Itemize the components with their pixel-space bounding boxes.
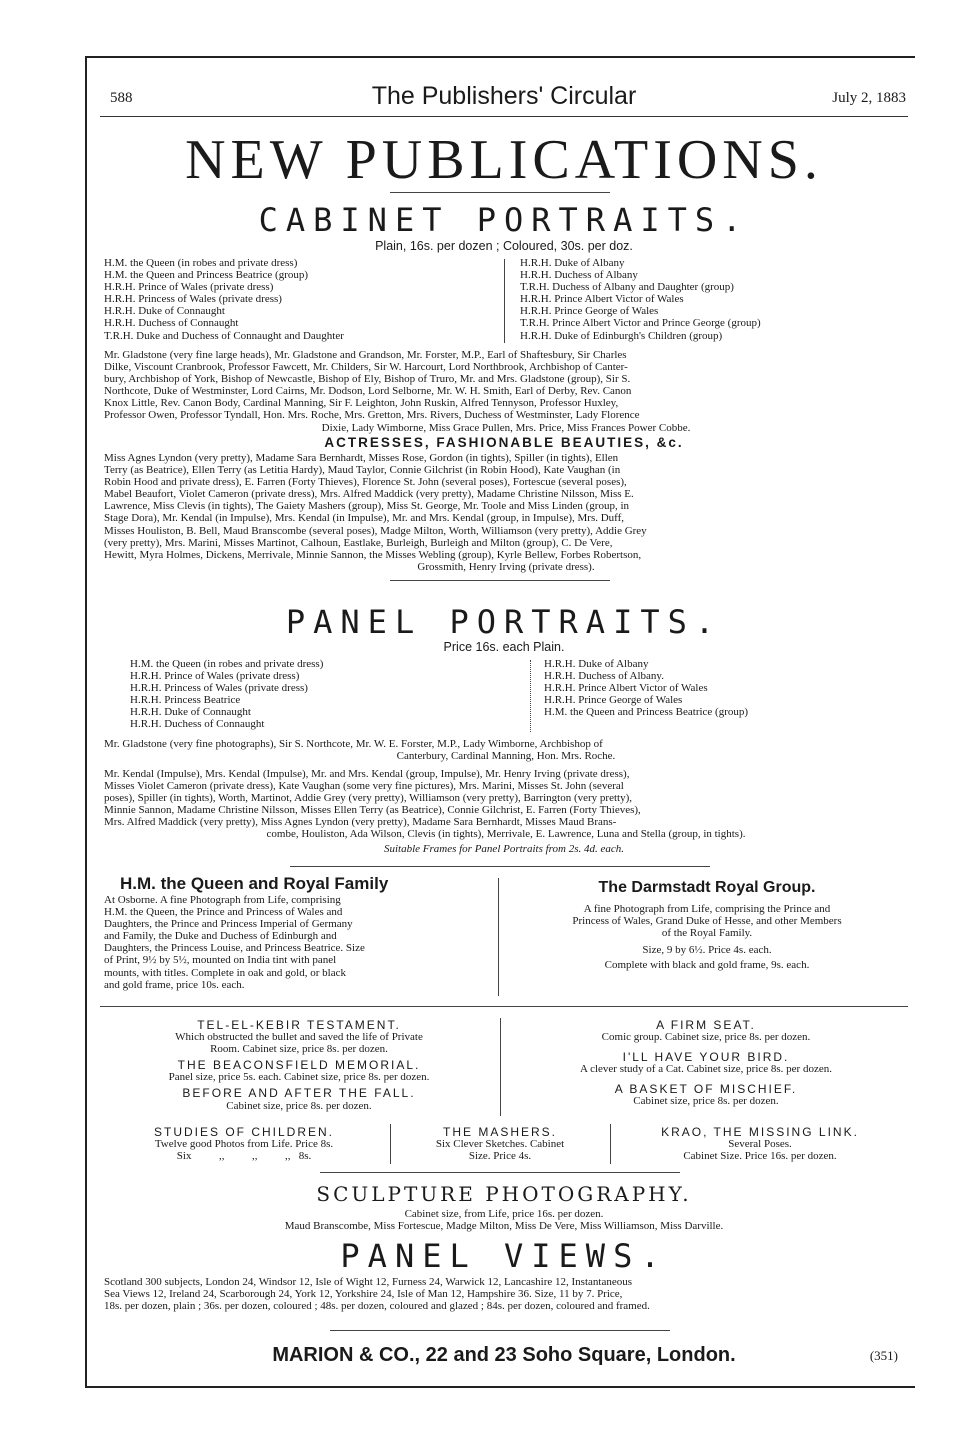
item-line: Several Poses. [728,1138,792,1151]
item-title: THE BEACONSFIELD MEMORIAL. [177,1058,421,1073]
item-title: STUDIES OF CHILDREN. [153,1125,334,1139]
text-line: Robin Hood and private dress), E. Farren (Forty Thieves), Florence St. John (several poses), Fortescue (several poses), [104,476,627,489]
text-line: 18s. per dozen, plain ; 36s. per dozen, coloured ; 48s. per dozen, coloured and glazed ; 84s. per dozen, coloured and framed. [104,1300,650,1313]
list-item: T.R.H. Prince Albert Victor and Prince George (group) [520,317,761,330]
issue-date: July 2, 1883 [832,90,906,106]
item-line: A clever study of a Cat. Cabinet size, price 8s. per dozen. [579,1063,832,1076]
text-line: mounts, with titles. Complete in oak and gold, or black [104,966,346,979]
text-line: Daughters, the Prince and Princess Imperial of Germany [104,918,353,931]
panel-frames-note: Suitable Frames for Panel Portraits from 2s. 4d. each. [383,843,625,855]
list-item: H.R.H. Prince Albert Victor of Wales [520,293,684,306]
text-line: Dixie, Lady Wimborne, Miss Grace Pullen, Mrs. Price, Miss Frances Power Cobbe. [321,421,691,434]
list-item: H.M. the Queen (in robes and private dress) [130,658,324,670]
list-item: H.R.H. Duchess of Connaught [130,718,265,731]
queen-family-body [104,894,494,991]
list-item: H.R.H. Prince of Wales (private dress) [104,281,274,294]
list-item: H.R.H. Prince Albert Victor of Wales [544,682,708,695]
list-item: H.R.H. Prince George of Wales [520,305,659,318]
text-line: Grossmith, Henry Irving (private dress). [417,560,595,573]
item-line: Six Clever Sketches. Cabinet [435,1138,565,1151]
darmstadt-title: The Darmstadt Royal Group. [598,879,816,896]
list-item: H.M. the Queen and Princess Beatrice (group) [104,269,309,282]
section-divider [320,1172,680,1173]
item-line: Panel size, price 5s. each. Cabinet size, price 8s. per dozen. [168,1071,430,1084]
item-title: TEL-EL-KEBIR TESTAMENT. [197,1018,401,1032]
list-item: H.R.H. Princess of Wales (private dress) [130,682,308,695]
text-line: of the Royal Family. [661,927,753,940]
text-line: Mr. Gladstone (very fine photographs), Sir S. Northcote, Mr. W. E. Forster, M.P., Lady Wimborne, Archbishop of [104,738,603,750]
cabinet-actresses [104,452,908,573]
text-line: At Osborne. A fine Photograph from Life, comprising [104,894,341,906]
text-line: Misses Houliston, B. Bell, Maud Branscombe (several poses), Madge Milton, Worth, Williamson (very pretty), Addie Grey [104,524,647,537]
krao-missing-link [612,1126,908,1162]
text-line: and Family, the Duke and Duchess of Edinburgh and [104,930,337,943]
section-divider [390,580,610,581]
list-item: H.R.H. Duchess of Albany. [544,670,664,683]
studies-of-children [100,1126,388,1162]
panel-royal-left [130,658,510,731]
items-left [100,1019,498,1112]
text-line: (very pretty), Mrs. Marini, Misses Martinot, Calhoun, Eastlake, Burleigh, Burleigh and Milton (group), C. De Vere, [104,536,613,549]
running-header [100,82,908,114]
item-line: Twelve good Photos from Life. Price 8s. [154,1138,334,1151]
text-line: Professor Owen, Professor Tyndall, Hon. Mrs. Roche, Mrs. Gretton, Mrs. Rivers, Duchess of Westminster, Lady Florence [104,409,640,422]
cabinet-price: Plain, 16s. per dozen ; Coloured, 30s. per doz. [375,239,633,253]
text-line: Mabel Beaufort, Violet Cameron (private dress), Mrs. Alfred Maddick (very pretty), Madame Christine Nilsson, Miss E. [104,488,634,501]
frame-left-rule [85,56,87,1386]
text-line: Dilke, Viscount Cranbrook, Professor Fawcett, Mr. Childers, Sir W. Harcourt, Lord Northbrook, Archbishop of Canter- [104,361,628,374]
column-divider [390,1124,391,1164]
cabinet-notables [104,349,908,434]
the-mashers [392,1126,608,1162]
header-rule [100,116,908,117]
text-line: Lawrence, Miss Clevis (in tights), The Gaiety Mashers (group), Miss St. George, Mr. Toole and Miss Linden (group, in [104,500,630,513]
items-right [504,1019,908,1108]
cabinet-royal-left [104,257,496,342]
text-line: Misses Violet Cameron (private dress), Kate Vaughan (some very fine pictures), Mrs. Marini, Misses St. John (several [104,780,624,793]
main-title: NEW PUBLICATIONS. [185,129,823,191]
text-line: H.M. the Queen, the Prince and Princess of Wales and [104,906,343,919]
text-line: Cabinet size, from Life, price 16s. per dozen. [404,1208,604,1220]
darmstadt-body [506,903,908,971]
text-line: Maud Branscombe, Miss Fortescue, Madge Milton, Miss De Vere, Miss Williamson, Miss Darville. [284,1220,724,1233]
cabinet-royal-right [520,257,908,342]
item-line: Six ,, ,, ,, 8s. [176,1150,312,1163]
item-title: A BASKET OF MISCHIEF. [614,1082,798,1097]
text-line: A fine Photograph from Life, comprising the Prince and [583,903,831,915]
list-item: H.R.H. Princess of Wales (private dress) [104,293,282,306]
list-item: T.R.H. Duchess of Albany and Daughter (group) [520,281,734,294]
list-item: T.R.H. Duke and Duchess of Connaught and Daughter [104,329,344,342]
publisher-imprint: MARION & CO., 22 and 23 Soho Square, London. [272,1344,736,1366]
text-line: Complete with black and gold frame, 9s. each. [604,959,810,972]
panel-views-title: PANEL VIEWS. [340,1237,668,1275]
text-line: poses), Spiller (in tights), Worth, Martinot, Addie Grey (very pretty), Williamson (very pretty), Barrington (very pretty), [104,792,632,805]
section-divider [100,1006,908,1007]
text-line: Mr. Gladstone (very fine large heads), Mr. Gladstone and Grandson, Mr. Forster, M.P., Earl of Shaftesbury, Sir Charles [104,349,627,361]
text-line: Canterbury, Cardinal Manning, Hon. Mrs. Roche. [396,750,616,763]
column-divider [498,878,499,996]
page [100,58,908,1388]
list-item: H.R.H. Duke of Connaught [130,706,251,719]
panel-column-divider [530,660,531,732]
text-line: Mr. Kendal (Impulse), Mrs. Kendal (Impulse), Mr. and Mrs. Kendal (group, Impulse), Mr. Henry Irving (private dress), [104,768,630,780]
list-item: H.R.H. Duke of Edinburgh's Children (group) [520,329,723,342]
sculpture-title: SCULPTURE PHOTOGRAPHY. [316,1182,692,1206]
sculpture-body [100,1208,908,1232]
cabinet-column-divider [504,259,505,343]
list-item: H.R.H. Prince of Wales (private dress) [130,670,300,683]
text-line: Miss Agnes Lyndon (very pretty), Madame Sara Bernhardt, Misses Rose, Gordon (in tights), Spiller (in tights), Ellen [104,452,619,464]
page-number: 588 [110,90,133,106]
text-line: Stage Dora), Mr. Kendal (in Impulse), Mrs. Kendal (in Impulse), Mr. and Mrs. Kendal (group, in Impulse), Mrs. Duff, [104,512,625,525]
cabinet-portraits-title: CABINET PORTRAITS. [258,201,750,239]
text-line: combe, Houliston, Ada Wilson, Clevis (in tights), Merrivale, E. Lawrence, Luna and Stella (group, in tights). [266,828,746,841]
text-line: Mrs. Alfred Maddick (very pretty), Miss Agnes Lyndon (very pretty), Madame Sara Bernhardt, Misses Maud Brans- [104,816,617,829]
list-item: H.R.H. Duke of Connaught [104,305,225,318]
list-item: H.R.H. Prince George of Wales [544,694,683,707]
text-line: Terry (as Beatrice), Ellen Terry (as Letitia Hardy), Maud Taylor, Connie Gilchrist (in Robin Hood), Kate Vaughan (in [104,464,621,477]
item-title: BEFORE AND AFTER THE FALL. [182,1086,416,1101]
text-line: Hewitt, Myra Holmes, Dickens, Merrivale, Minnie Sannon, the Misses Webling (group), Kyrle Bellew, Forbes Robertson, [104,548,642,561]
panel-notables [104,738,908,762]
text-line: Daughters, the Princess Louise, and Princess Beatrice. Size [104,942,365,955]
text-line: Size, 9 by 6½. Price 4s. each. [642,944,772,957]
text-line: Minnie Sannon, Madame Christine Nilsson, Misses Ellen Terry (as Beatrice), Connie Gilchrist, E. Farren (Forty Thieves), [104,804,641,817]
text-line: and gold frame, price 10s. each. [104,978,245,991]
item-title: A FIRM SEAT. [656,1018,756,1032]
queen-family-title: H.M. the Queen and Royal Family [120,874,389,893]
text-line: Princess of Wales, Grand Duke of Hesse, and other Members [572,915,842,928]
panel-royal-right [544,658,908,718]
list-item: H.R.H. Duke of Albany [520,257,625,269]
list-item: H.M. the Queen and Princess Beatrice (group) [544,706,749,719]
item-line: Size. Price 4s. [468,1150,532,1163]
panel-price: Price 16s. each Plain. [443,640,565,654]
item-line: Comic group. Cabinet size, price 8s. per dozen. [601,1031,811,1044]
item-line: Cabinet Size. Price 16s. per dozen. [683,1150,837,1163]
list-item: H.R.H. Princess Beatrice [130,694,241,707]
item-line: Room. Cabinet size, price 8s. per dozen. [210,1043,388,1056]
advert-number: (351) [869,1348,898,1363]
item-line: Cabinet size, price 8s. per dozen. [633,1095,779,1108]
section-divider [290,866,710,867]
journal-title: The Publishers' Circular [371,82,637,110]
list-item: H.R.H. Duchess of Albany [520,269,638,282]
list-item: H.M. the Queen (in robes and private dress) [104,257,298,269]
column-divider [610,1124,611,1164]
panel-views-body [104,1276,908,1312]
item-line: Cabinet size, price 8s. per dozen. [226,1099,372,1112]
text-line: Scotland 300 subjects, London 24, Windsor 12, Isle of Wight 12, Furness 24, Warwick 12, Lancashire 12, Instantaneous [104,1276,632,1288]
item-title: KRAO, THE MISSING LINK. [661,1125,859,1139]
list-item: H.R.H. Duchess of Connaught [104,317,239,330]
panel-actresses [104,768,908,841]
column-divider [500,1018,501,1116]
item-title: I'LL HAVE YOUR BIRD. [622,1050,790,1065]
text-line: Knox Little, Rev. Canon Body, Cardinal Manning, Sir F. Leighton, John Ruskin, Alfred Tennyson, Professor Huxley, [104,397,619,410]
actresses-title: ACTRESSES, FASHIONABLE BEAUTIES, &c. [324,435,684,450]
text-line: Northcote, Duke of Westminster, Lord Cairns, Mr. Dodson, Lord Selborne, Mr. W. H. Smith, Earl of Derby, Rev. Canon [104,385,632,398]
text-line: bury, Archbishop of York, Bishop of Newcastle, Bishop of Ely, Bishop of Truro, Mr. and Mrs. Gladstone (group), Sir S. [104,373,631,386]
list-item: H.R.H. Duke of Albany [544,658,649,670]
item-title: THE MASHERS. [442,1125,557,1139]
section-divider [330,1330,670,1331]
item-line: Which obstructed the bullet and saved the life of Private [175,1031,423,1044]
panel-portraits-title: PANEL PORTRAITS. [285,603,723,641]
title-divider [390,192,610,193]
text-line: Sea Views 12, Ireland 24, Scarborough 24, York 12, Yorkshire 24, Isle of Man 12, Hampshire 36. Size, 11 by 7. Price, [104,1288,623,1301]
text-line: of Print, 9½ by 5½, mounted on India tint with panel [104,954,337,967]
